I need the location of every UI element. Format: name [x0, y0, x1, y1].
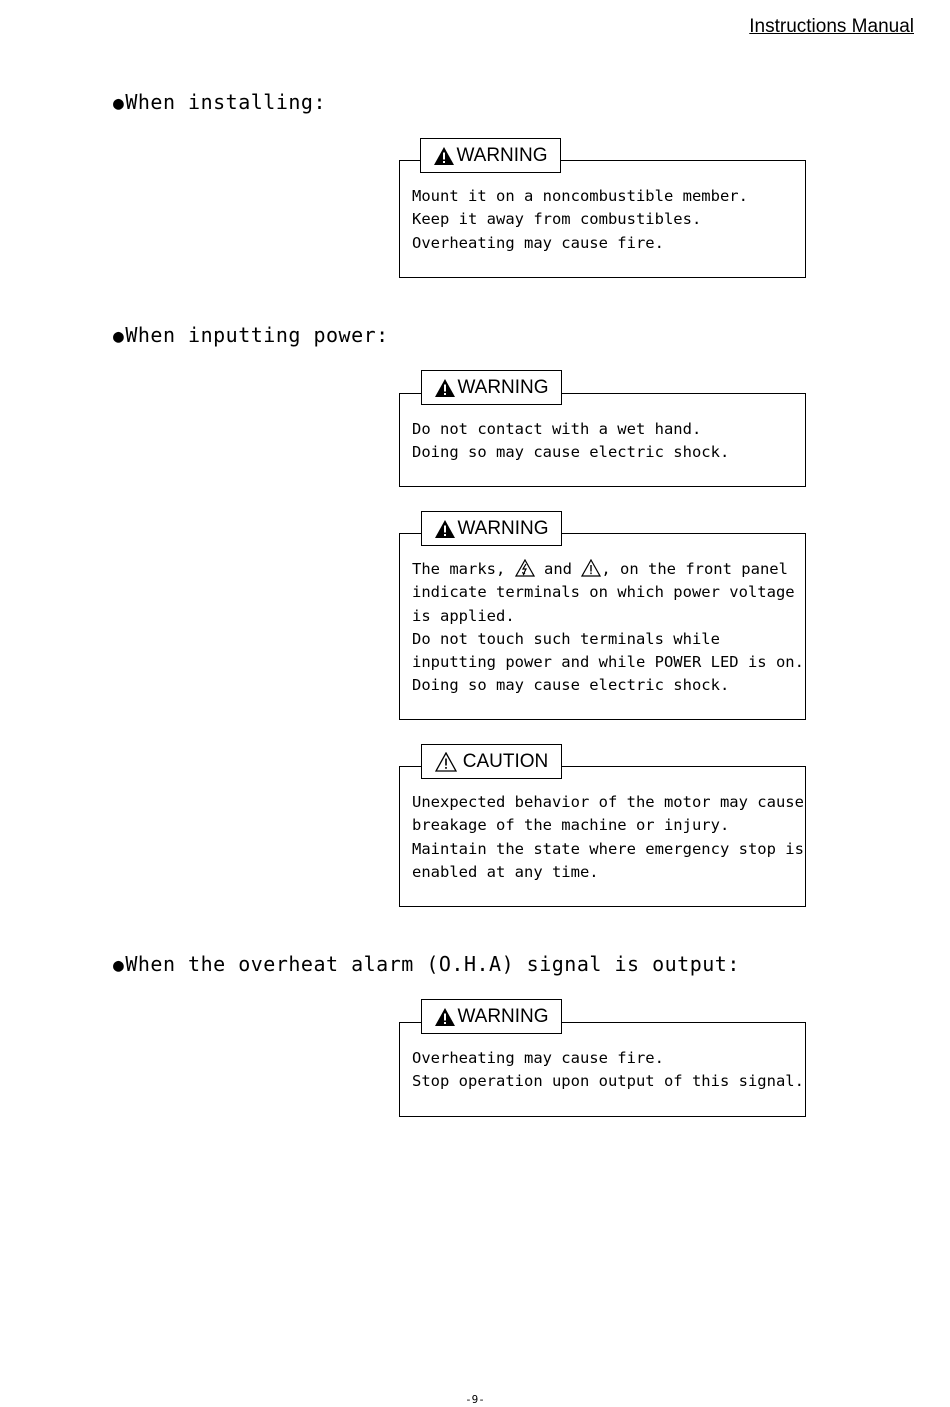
- page-number: -9-: [465, 1393, 485, 1406]
- notice-line: Doing so may cause electric shock.: [412, 676, 730, 695]
- notice-line: Overheating may cause fire.: [412, 233, 664, 252]
- notice-line: indicate terminals on which power voltage: [412, 583, 795, 602]
- warning-filled-icon: [434, 519, 456, 539]
- notice-line: is applied.: [412, 606, 515, 625]
- notice-text: [412, 558, 804, 698]
- warning-filled-icon: [434, 378, 456, 398]
- bullet-icon: ●: [113, 326, 125, 347]
- notice-line: Unexpected behavior of the motor may cause: [412, 793, 804, 811]
- warning-box: [399, 1022, 806, 1117]
- notice-text: [412, 1047, 804, 1094]
- document-title: Instructions Manual: [749, 16, 914, 37]
- section-heading-text: When inputting power:: [125, 323, 389, 347]
- notice-line: Maintain the state where emergency stop is: [412, 839, 804, 858]
- notice-line: [412, 558, 797, 581]
- notice-line-suffix: , on the front panel: [601, 560, 788, 578]
- section-heading-inputting-power: [113, 323, 389, 347]
- notice-line: enabled at any time.: [412, 862, 599, 881]
- notice-line: Keep it away from combustibles.: [412, 210, 702, 229]
- warning-box: [399, 533, 806, 720]
- notice-text: [412, 185, 797, 255]
- notice-line: Stop operation upon output of this signal.: [412, 1072, 804, 1091]
- notice-label-text: CAUTION: [462, 750, 549, 772]
- notice-line: Mount it on a noncombustible member.: [412, 187, 748, 205]
- warning-box: [399, 160, 806, 278]
- electric-shock-hazard-icon: [515, 559, 535, 577]
- bullet-icon: ●: [113, 955, 125, 976]
- warning-label: [421, 511, 562, 546]
- section-heading-overheat-alarm: [113, 952, 740, 976]
- notice-label-text: WARNING: [457, 517, 549, 539]
- notice-label-text: WARNING: [456, 144, 548, 166]
- notice-line: inputting power and while POWER LED is on.: [412, 653, 804, 672]
- warning-filled-icon: [434, 1007, 456, 1027]
- warning-label: [420, 138, 561, 173]
- warning-label: [421, 370, 562, 405]
- caution-label: [421, 744, 562, 779]
- section-heading-installing: [113, 90, 326, 114]
- warning-box: [399, 393, 806, 487]
- warning-label: [421, 999, 562, 1034]
- notice-label-text: WARNING: [457, 376, 549, 398]
- notice-label-text: WARNING: [457, 1005, 549, 1027]
- section-heading-text: When installing:: [125, 90, 326, 114]
- notice-line-prefix: The marks,: [412, 560, 515, 578]
- notice-line: Do not contact with a wet hand.: [412, 420, 702, 438]
- caution-outline-icon: [435, 752, 457, 772]
- notice-line: breakage of the machine or injury.: [412, 816, 730, 835]
- warning-filled-icon: [433, 146, 455, 166]
- bullet-icon: ●: [113, 93, 125, 114]
- caution-box: [399, 766, 806, 907]
- notice-line: Do not touch such terminals while: [412, 629, 720, 648]
- notice-line: Doing so may cause electric shock.: [412, 443, 730, 462]
- notice-text: [412, 791, 804, 884]
- caution-outline-icon: [581, 559, 601, 577]
- section-heading-text: When the overheat alarm (O.H.A) signal is output:: [125, 952, 740, 976]
- notice-line-middle: and: [534, 560, 582, 578]
- notice-line: Overheating may cause fire.: [412, 1049, 664, 1067]
- notice-text: [412, 418, 797, 465]
